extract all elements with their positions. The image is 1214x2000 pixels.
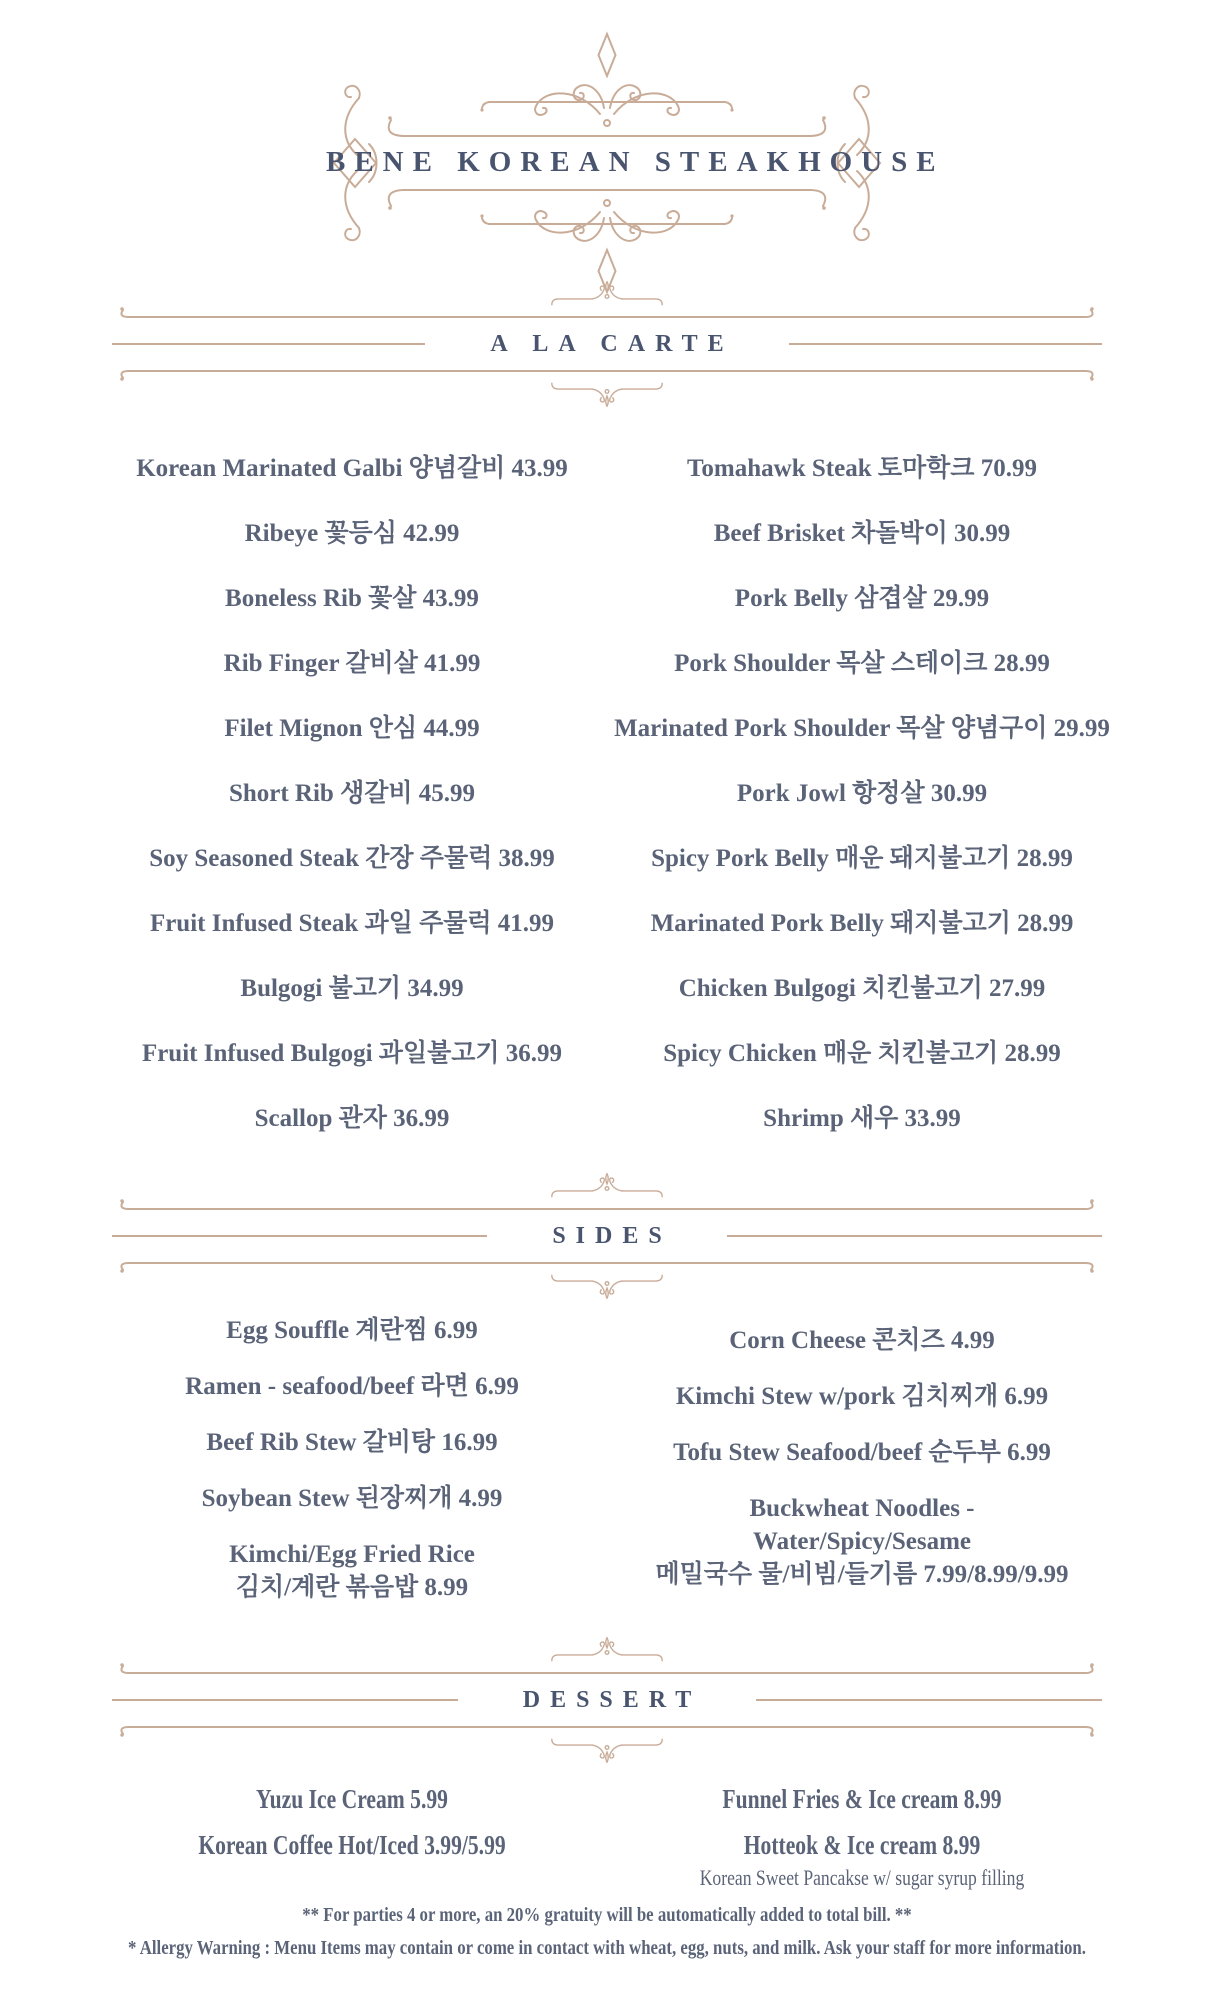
divider-ornament-icon — [545, 1172, 669, 1200]
menu-item — [606, 956, 1118, 1021]
menu-item — [606, 1086, 1118, 1151]
menu-item — [96, 956, 608, 1021]
allergy-warning: * Allergy Warning : Menu Items may contain or come in contact with wheat, egg, nuts, and milk. Ask your staff for more information. — [128, 1937, 1086, 1959]
sides-right-column — [606, 1314, 1118, 1614]
menu-item — [606, 1782, 1118, 1816]
divider-line — [112, 343, 425, 345]
menu-item-line: 메밀국수 물/비빔/들기름 7.99/8.99/9.99 — [655, 1561, 1069, 1588]
menu-item-line: Soybean Stew 된장찌개 4.99 — [201, 1485, 503, 1512]
divider-ornament-icon — [545, 280, 669, 308]
menu-item — [96, 1782, 608, 1816]
menu-item — [96, 1828, 608, 1862]
menu-item — [606, 1492, 1118, 1591]
menu-item — [96, 696, 608, 761]
menu-item — [96, 436, 608, 501]
menu-item-line: Spicy Pork Belly 매운 돼지불고기 28.99 — [651, 845, 1073, 872]
menu-item-line: Scallop 관자 36.99 — [254, 1105, 450, 1132]
menu-item — [96, 1314, 608, 1347]
menu-item-line: Buckwheat Noodles - — [749, 1495, 975, 1522]
menu-item-line: Hotteok & Ice cream 8.99 — [743, 1830, 981, 1860]
divider-line — [756, 1699, 1102, 1701]
menu-item — [606, 891, 1118, 956]
alacarte-left-column — [96, 436, 608, 1151]
section-header-sides — [112, 1172, 1102, 1300]
menu-item-line: Marinated Pork Shoulder 목살 양념구이 29.99 — [614, 715, 1110, 742]
sides-left-column — [96, 1314, 608, 1627]
menu-item-line: Kimchi Stew w/pork 김치찌개 6.99 — [675, 1383, 1049, 1410]
menu-item-line: Marinated Pork Belly 돼지불고기 28.99 — [650, 910, 1074, 937]
menu-item-line: Beef Brisket 차돌박이 30.99 — [713, 520, 1011, 547]
menu-item — [606, 696, 1118, 761]
section-title-row — [112, 1218, 1102, 1254]
menu-item — [606, 501, 1118, 566]
section-title-dessert: DESSERT — [522, 1687, 702, 1713]
menu-item — [96, 1021, 608, 1086]
alacarte-right-column — [606, 436, 1118, 1151]
menu-item-line: Spicy Chicken 매운 치킨불고기 28.99 — [663, 1040, 1061, 1067]
dessert-right-column — [606, 1782, 1118, 1904]
divider-line — [112, 1699, 458, 1701]
restaurant-title: BENE KOREAN STEAKHOUSE — [326, 146, 945, 178]
menu-item — [96, 631, 608, 696]
menu-item — [606, 1436, 1118, 1469]
menu-item-line: Filet Mignon 안심 44.99 — [224, 715, 480, 742]
menu-item — [96, 1426, 608, 1459]
menu-item — [96, 1086, 608, 1151]
menu-item-line: Pork Shoulder 목살 스테이크 28.99 — [674, 650, 1050, 677]
menu-item — [96, 1538, 608, 1604]
menu-item — [606, 1324, 1118, 1357]
menu-item-line: Soy Seasoned Steak 간장 주물럭 38.99 — [149, 845, 555, 872]
menu-item-line: Fruit Infused Bulgogi 과일불고기 36.99 — [141, 1040, 563, 1067]
dessert-left-column — [96, 1782, 608, 1874]
footer-notes — [0, 1902, 1214, 1968]
menu-item — [606, 631, 1118, 696]
menu-item — [606, 761, 1118, 826]
menu-item-line: Korean Marinated Galbi 양념갈비 43.99 — [136, 455, 568, 482]
menu-item-line: Korean Coffee Hot/Iced 3.99/5.99 — [198, 1830, 506, 1860]
menu-item — [606, 566, 1118, 631]
menu-item-line: Ramen - seafood/beef 라면 6.99 — [185, 1373, 519, 1400]
header-flourish-frame — [317, 28, 945, 298]
menu-item-line: Shrimp 새우 33.99 — [763, 1105, 961, 1132]
divider-ornament-icon — [545, 1736, 669, 1764]
menu-item — [96, 1370, 608, 1403]
menu-item-line: Kimchi/Egg Fried Rice — [229, 1541, 475, 1568]
section-header-alacarte — [112, 280, 1102, 408]
menu-item — [96, 1482, 608, 1515]
menu-item-line: Ribeye 꽃등심 42.99 — [244, 520, 460, 547]
section-title-row — [112, 1682, 1102, 1718]
menu-item-line: Yuzu Ice Cream 5.99 — [256, 1784, 448, 1814]
menu-item-line: Funnel Fries & Ice cream 8.99 — [722, 1784, 1002, 1814]
divider-line — [727, 1235, 1102, 1237]
menu-item-line: Rib Finger 갈비살 41.99 — [223, 650, 481, 677]
section-title-row — [112, 326, 1102, 362]
menu-item-line: Pork Belly 삼겹살 29.99 — [734, 585, 990, 612]
menu-item — [96, 826, 608, 891]
divider-line — [789, 343, 1102, 345]
menu-item-line: 김치/계란 볶음밥 8.99 — [235, 1574, 469, 1601]
menu-item — [606, 826, 1118, 891]
menu-item — [606, 436, 1118, 501]
menu-item-note: Korean Sweet Pancakse w/ sugar syrup filling — [699, 1865, 1025, 1890]
menu-item-line: Corn Cheese 콘치즈 4.99 — [729, 1327, 995, 1354]
menu-item-line: Fruit Infused Steak 과일 주물럭 41.99 — [149, 910, 555, 937]
section-header-dessert — [112, 1636, 1102, 1764]
menu-item-line: Boneless Rib 꽃살 43.99 — [225, 585, 479, 612]
menu-item-line: Tomahawk Steak 토마학크 70.99 — [687, 455, 1037, 482]
menu-item — [96, 501, 608, 566]
menu-item-line: Beef Rib Stew 갈비탕 16.99 — [206, 1429, 498, 1456]
gratuity-note: ** For parties 4 or more, an 20% gratuity will be automatically added to total bill. ** — [302, 1904, 912, 1926]
menu-item — [606, 1380, 1118, 1413]
menu-item-line: Tofu Stew Seafood/beef 순두부 6.99 — [673, 1439, 1051, 1466]
divider-ornament-icon — [545, 380, 669, 408]
menu-item-line: Bulgogi 불고기 34.99 — [240, 975, 464, 1002]
divider-line — [112, 1235, 487, 1237]
menu-item — [96, 891, 608, 956]
section-title-alacarte: A LA CARTE — [490, 331, 734, 357]
menu-item — [606, 1021, 1118, 1086]
divider-line-icon — [112, 1197, 1102, 1213]
divider-line-icon — [112, 305, 1102, 321]
section-title-sides: SIDES — [552, 1223, 672, 1249]
menu-item-line: Short Rib 생갈비 45.99 — [228, 780, 476, 807]
divider-ornament-icon — [545, 1636, 669, 1664]
menu-item-line: Water/Spicy/Sesame — [752, 1528, 972, 1555]
menu-item — [96, 761, 608, 826]
menu-item — [606, 1828, 1118, 1892]
menu-item-line: Egg Souffle 계란찜 6.99 — [226, 1317, 478, 1344]
menu-item — [96, 566, 608, 631]
divider-line-icon — [112, 1661, 1102, 1677]
menu-item-line: Pork Jowl 항정살 30.99 — [736, 780, 988, 807]
menu-item-line: Chicken Bulgogi 치킨불고기 27.99 — [678, 975, 1046, 1002]
divider-ornament-icon — [545, 1272, 669, 1300]
